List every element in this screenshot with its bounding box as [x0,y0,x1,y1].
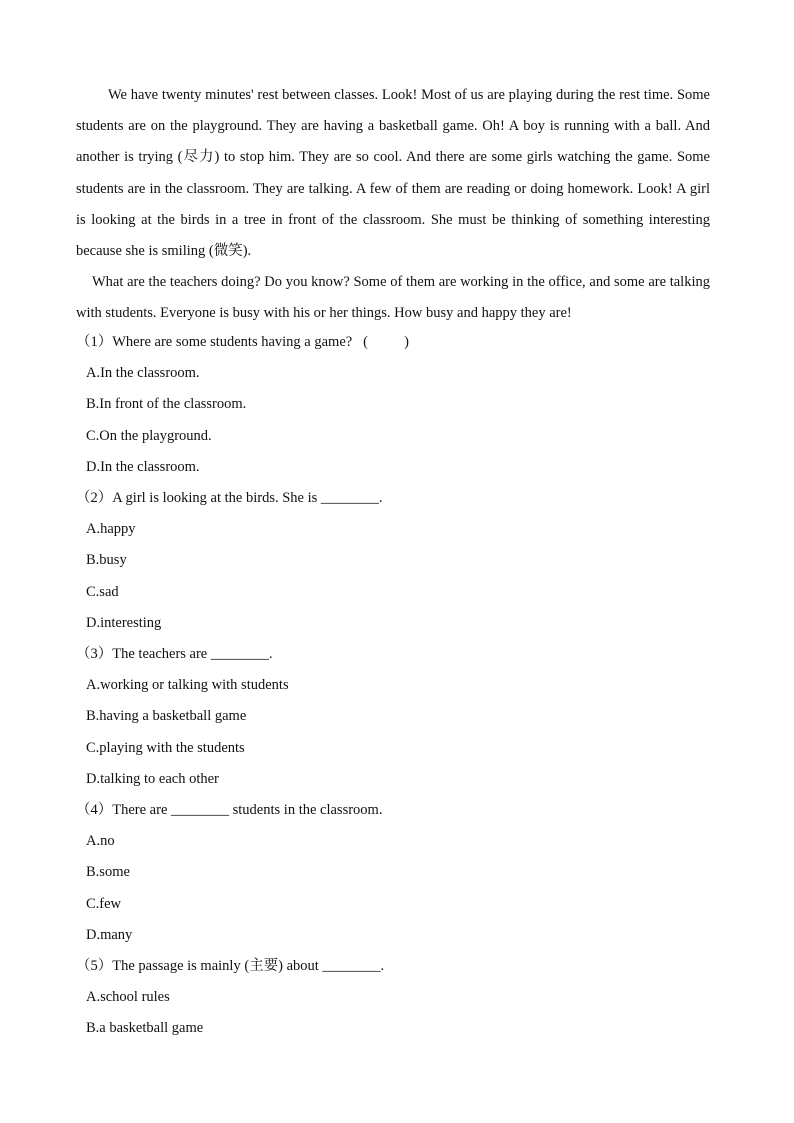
option-d: D.talking to each other [86,770,219,787]
option-b: B.some [86,864,130,881]
passage-paragraph-2: What are the teachers doing? Do you know? Some of them are working in the office, and some are talking with students. Everyone is busy with his or her things. How busy and happy they are! [76,274,710,322]
option-a: A.school rules [86,989,170,1006]
question-1 [76,327,710,358]
question-2 [76,483,710,514]
option-b: B.having a basketball game [86,708,247,725]
question-number: （2） [76,490,113,507]
option-a: A.In the classroom. [86,365,200,382]
option-b: B.busy [86,552,127,569]
question-number: （3） [76,646,113,663]
option-c: C.On the playground. [86,427,212,444]
question-text: A girl is looking at the birds. She is ________. [112,490,383,507]
question-number: （1） [76,334,113,350]
question-text: There are ________ students in the classroom. [112,802,383,819]
option-b: B.In front of the classroom. [86,396,247,413]
question-5 [76,951,710,982]
option-d: D.interesting [86,614,162,631]
option-c: C.playing with the students [86,739,245,756]
option-a: A.no [86,833,115,850]
option-a: A.working or talking with students [86,677,289,694]
option-c: C.sad [86,583,119,600]
option-d: D.In the classroom. [86,458,200,475]
question-number: （5） [76,958,113,975]
option-c: C.few [86,895,122,912]
option-a: A.happy [86,521,136,538]
reading-passage [76,80,710,330]
question-text: Where are some students having a game? ( ) [112,334,409,350]
question-4 [76,795,710,826]
question-text: The teachers are ________. [112,646,273,663]
question-list [76,327,710,1045]
option-b: B.a basketball game [86,1020,204,1037]
option-d: D.many [86,926,133,943]
question-number: （4） [76,802,113,819]
question-text: The passage is mainly (主要) about ________. [112,958,385,975]
question-3 [76,639,710,670]
passage-paragraph-1: We have twenty minutes' rest between classes. Look! Most of us are playing during the rest time. Some students are on the playground. They are having a basketball game. Oh! A boy is running with a ball. And another is trying (尽力) to stop him. They are so cool. And there are some girls watching the game. Some students are in the classroom. They are talking. A few of them are reading or doing homework. Look! A girl is looking at the birds in a tree in front of the classroom. She must be thinking of something interesting because she is smiling (微笑). [76,87,710,260]
